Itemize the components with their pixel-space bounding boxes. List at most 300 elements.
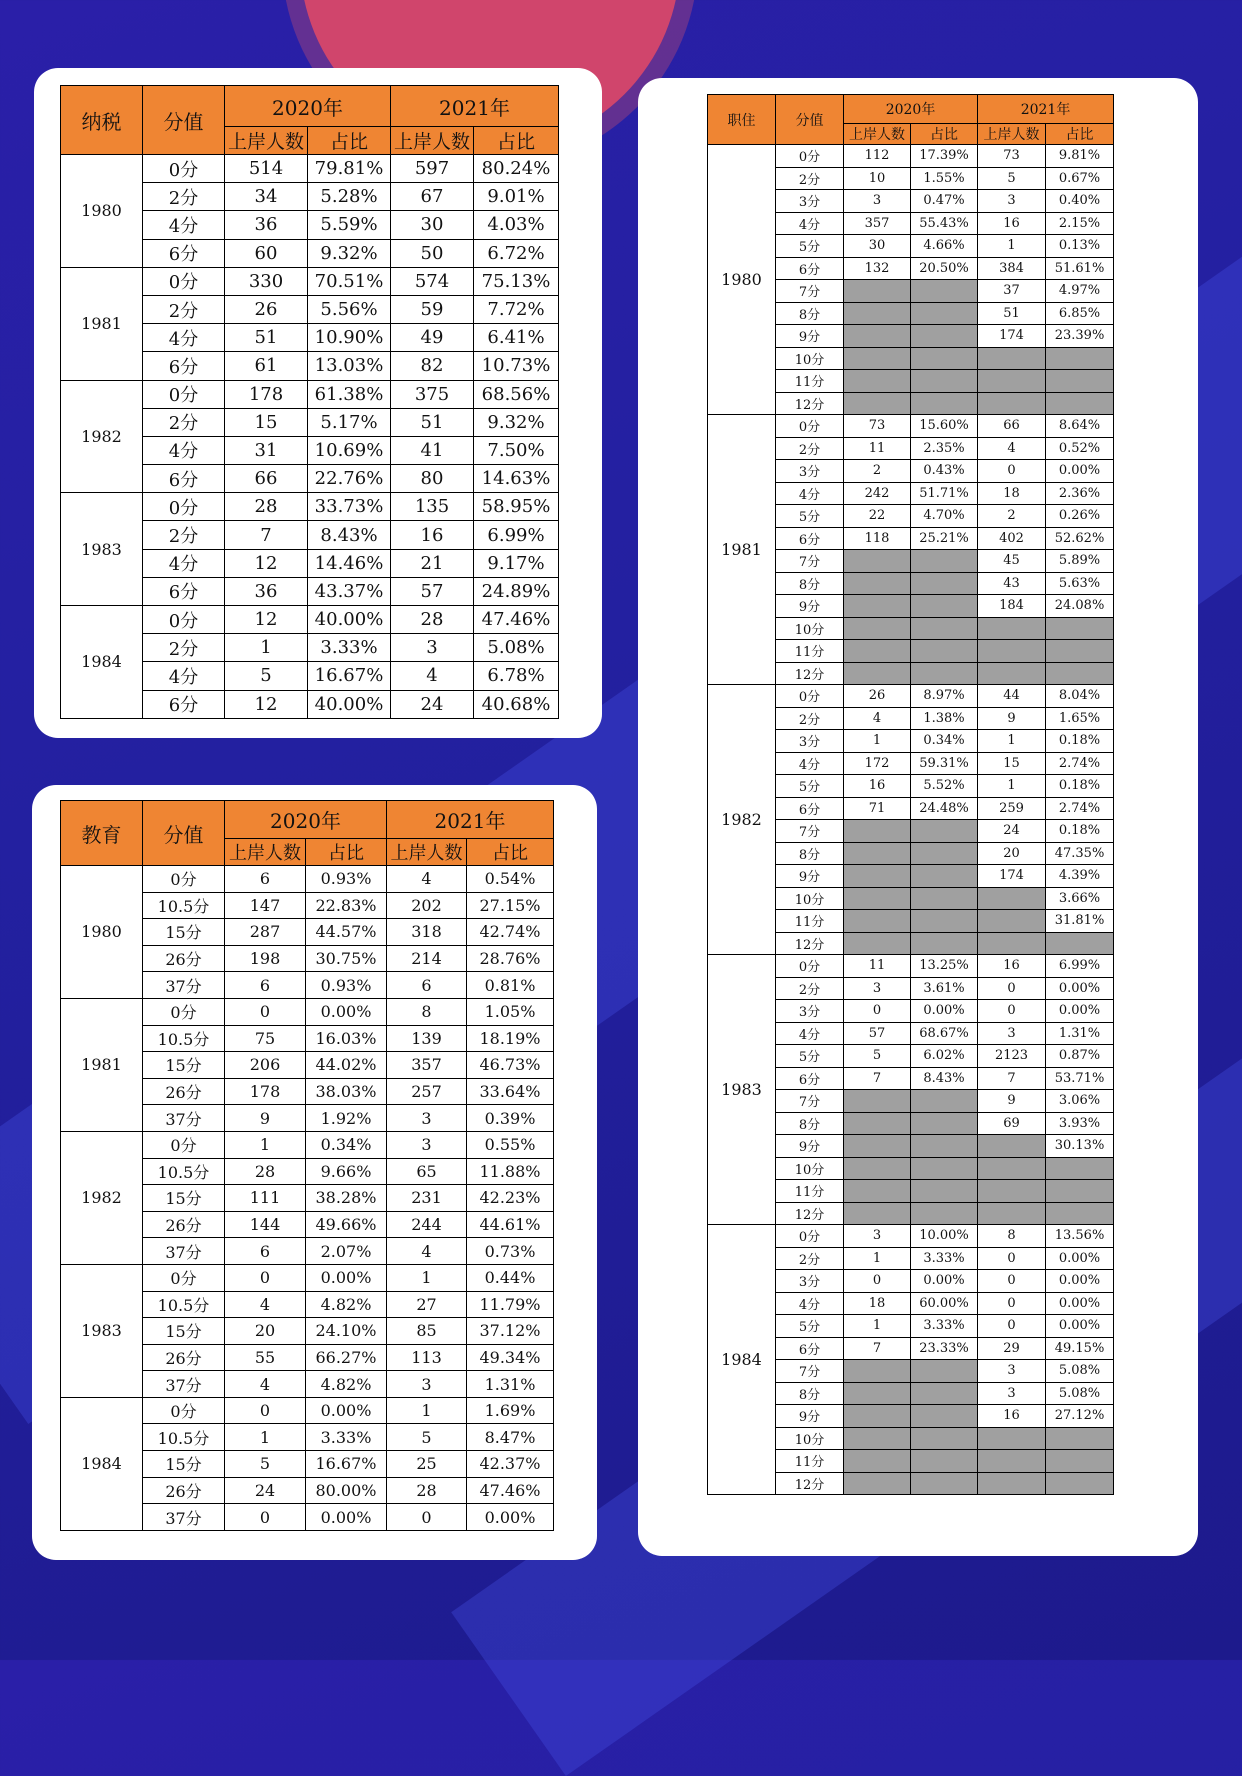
ratio-2021-cell: 44.61% [467,1211,554,1238]
score-cell: 3分 [776,1270,844,1293]
score-cell: 37分 [143,1504,225,1531]
score-cell: 10.5分 [143,1025,225,1052]
count-2021-cell: 259 [978,797,1046,820]
job-residence-score-table [707,94,1114,1495]
count-2021-cell: 59 [391,295,474,323]
score-cell: 2分 [143,408,225,436]
score-cell: 2分 [776,167,844,190]
ratio-2021-cell: 75.13% [474,267,559,295]
ratio-2020-cell [911,1202,978,1225]
count-2020-cell [844,1202,911,1225]
ratio-2021-cell: 27.12% [1046,1405,1114,1428]
ratio-2021-cell: 47.46% [474,606,559,634]
header-ratio-2020: 占比 [308,127,391,155]
ratio-2020-cell: 23.33% [911,1337,978,1360]
ratio-2020-cell [911,662,978,685]
score-cell: 8分 [776,572,844,595]
count-2021-cell: 80 [391,465,474,493]
ratio-2020-cell [911,595,978,618]
count-2020-cell [844,1090,911,1113]
count-2020-cell: 0 [844,1270,911,1293]
ratio-2021-cell: 37.12% [467,1318,554,1345]
count-2020-cell: 1 [225,1131,306,1158]
ratio-2020-cell [911,280,978,303]
count-2020-cell: 18 [844,1292,911,1315]
score-cell: 2分 [776,437,844,460]
count-2021-cell: 0 [978,460,1046,483]
score-cell: 4分 [776,752,844,775]
score-cell: 0分 [143,1397,225,1424]
ratio-2021-cell: 49.34% [467,1344,554,1371]
count-2021-cell: 113 [387,1344,467,1371]
score-cell: 2分 [143,521,225,549]
ratio-2020-cell: 10.00% [911,1225,978,1248]
count-2020-cell [844,1427,911,1450]
ratio-2021-cell [1046,1450,1114,1473]
count-2021-cell: 3 [978,1022,1046,1045]
ratio-2021-cell: 0.39% [467,1105,554,1132]
table-row [61,606,559,634]
score-cell: 4分 [143,549,225,577]
count-2020-cell [844,280,911,303]
ratio-2021-cell: 3.93% [1046,1112,1114,1135]
ratio-2020-cell [911,392,978,415]
ratio-2021-cell: 42.74% [467,919,554,946]
ratio-2020-cell: 8.97% [911,685,978,708]
ratio-2020-cell: 40.00% [308,606,391,634]
count-2021-cell: 244 [387,1211,467,1238]
count-2021-cell [978,370,1046,393]
count-2020-cell: 3 [844,977,911,1000]
count-2020-cell: 26 [225,295,308,323]
count-2020-cell [844,1450,911,1473]
ratio-2020-cell: 15.60% [911,415,978,438]
count-2020-cell [844,347,911,370]
ratio-2021-cell: 23.39% [1046,325,1114,348]
count-2020-cell: 31 [225,436,308,464]
score-cell: 2分 [776,977,844,1000]
score-cell: 12分 [776,1472,844,1495]
count-2020-cell: 9 [225,1105,306,1132]
header-count-2020: 上岸人数 [225,127,308,155]
score-cell: 0分 [143,155,225,183]
ratio-2020-cell [911,887,978,910]
score-cell: 6分 [776,257,844,280]
score-cell: 0分 [776,1225,844,1248]
score-cell: 11分 [776,1180,844,1203]
count-2021-cell: 2123 [978,1045,1046,1068]
count-2021-cell: 57 [391,577,474,605]
ratio-2020-cell: 25.21% [911,527,978,550]
header-count-2021: 上岸人数 [387,839,467,866]
count-2021-cell: 73 [978,145,1046,168]
score-cell: 6分 [143,239,225,267]
score-cell: 26分 [143,1477,225,1504]
count-2021-cell [978,1472,1046,1495]
count-2021-cell: 21 [391,549,474,577]
score-cell: 10分 [776,1427,844,1450]
ratio-2020-cell [911,1112,978,1135]
count-2021-cell: 318 [387,919,467,946]
score-cell: 4分 [776,1292,844,1315]
count-2021-cell: 174 [978,865,1046,888]
count-2020-cell: 11 [844,437,911,460]
ratio-2021-cell: 13.56% [1046,1225,1114,1248]
ratio-2020-cell [911,1427,978,1450]
ratio-2020-cell [911,1157,978,1180]
count-2020-cell: 5 [225,1451,306,1478]
ratio-2020-cell: 13.03% [308,352,391,380]
ratio-2021-cell [1046,1202,1114,1225]
count-2021-cell: 51 [978,302,1046,325]
ratio-2020-cell: 13.25% [911,955,978,978]
count-2021-cell: 8 [978,1225,1046,1248]
ratio-2021-cell: 49.15% [1046,1337,1114,1360]
ratio-2020-cell [911,1382,978,1405]
score-cell: 11分 [776,370,844,393]
table-row [61,998,554,1025]
ratio-2021-cell: 3.66% [1046,887,1114,910]
score-cell: 5分 [776,1045,844,1068]
count-2020-cell: 26 [844,685,911,708]
ratio-2021-cell: 24.08% [1046,595,1114,618]
count-2021-cell: 174 [978,325,1046,348]
ratio-2021-cell: 47.46% [467,1477,554,1504]
table-row [61,866,554,893]
ratio-2021-cell: 9.17% [474,549,559,577]
ratio-2021-cell: 6.78% [474,662,559,690]
count-2020-cell [844,302,911,325]
count-2020-cell: 12 [225,606,308,634]
header-2021: 2021年 [978,95,1114,124]
count-2021-cell: 3 [978,1360,1046,1383]
count-2021-cell: 214 [387,945,467,972]
count-2020-cell: 172 [844,752,911,775]
count-2021-cell: 49 [391,324,474,352]
ratio-2020-cell: 9.66% [306,1158,387,1185]
score-cell: 7分 [776,820,844,843]
score-cell: 6分 [776,1337,844,1360]
count-2021-cell: 0 [978,977,1046,1000]
count-2021-cell: 25 [387,1451,467,1478]
ratio-2021-cell: 2.74% [1046,797,1114,820]
count-2020-cell [844,640,911,663]
ratio-2020-cell: 79.81% [308,155,391,183]
ratio-2020-cell: 5.56% [308,295,391,323]
score-cell: 10分 [776,1157,844,1180]
count-2021-cell [978,1427,1046,1450]
ratio-2021-cell: 51.61% [1046,257,1114,280]
ratio-2020-cell: 0.00% [306,1397,387,1424]
header-count-2020: 上岸人数 [844,124,911,145]
ratio-2021-cell: 3.06% [1046,1090,1114,1113]
ratio-2020-cell: 30.75% [306,945,387,972]
count-2021-cell: 3 [387,1105,467,1132]
count-2021-cell: 375 [391,380,474,408]
ratio-2020-cell: 33.73% [308,493,391,521]
count-2020-cell: 112 [844,145,911,168]
count-2020-cell [844,595,911,618]
count-2020-cell: 198 [225,945,306,972]
count-2021-cell: 257 [387,1078,467,1105]
count-2021-cell: 1 [387,1397,467,1424]
count-2020-cell [844,370,911,393]
count-2020-cell [844,550,911,573]
score-cell: 9分 [776,325,844,348]
ratio-2020-cell [911,617,978,640]
count-2020-cell: 36 [225,211,308,239]
count-2020-cell: 1 [225,1424,306,1451]
ratio-2021-cell [1046,1427,1114,1450]
ratio-2021-cell: 0.00% [1046,1292,1114,1315]
table-row [61,1264,554,1291]
count-2021-cell: 8 [387,998,467,1025]
score-cell: 0分 [776,955,844,978]
count-2021-cell: 3 [978,1382,1046,1405]
count-2021-cell: 384 [978,257,1046,280]
score-cell: 7分 [776,550,844,573]
score-cell: 0分 [143,1264,225,1291]
ratio-2021-cell: 0.00% [1046,1270,1114,1293]
count-2021-cell: 1 [978,775,1046,798]
ratio-2020-cell [911,1472,978,1495]
count-2020-cell [844,1360,911,1383]
count-2020-cell: 22 [844,505,911,528]
score-cell: 15分 [143,1318,225,1345]
ratio-2020-cell: 22.76% [308,465,391,493]
ratio-2021-cell: 7.50% [474,436,559,464]
count-2021-cell: 82 [391,352,474,380]
score-cell: 4分 [143,662,225,690]
ratio-2021-cell: 52.62% [1046,527,1114,550]
score-cell: 4分 [776,212,844,235]
ratio-2020-cell: 8.43% [308,521,391,549]
ratio-2021-cell: 0.55% [467,1131,554,1158]
year-cell: 1984 [61,606,143,719]
count-2021-cell: 29 [978,1337,1046,1360]
ratio-2021-cell: 42.23% [467,1185,554,1212]
ratio-2021-cell: 2.15% [1046,212,1114,235]
ratio-2020-cell [911,347,978,370]
count-2021-cell: 4 [391,662,474,690]
ratio-2020-cell: 1.92% [306,1105,387,1132]
count-2021-cell: 2 [978,505,1046,528]
ratio-2021-cell: 0.00% [1046,1247,1114,1270]
ratio-2020-cell: 4.70% [911,505,978,528]
count-2020-cell: 1 [844,1247,911,1270]
ratio-2021-cell: 0.00% [1046,1000,1114,1023]
score-cell: 26分 [143,1344,225,1371]
count-2020-cell: 7 [225,521,308,549]
count-2021-cell: 139 [387,1025,467,1052]
count-2021-cell: 50 [391,239,474,267]
table-row [61,155,559,183]
count-2020-cell: 66 [225,465,308,493]
ratio-2021-cell: 5.63% [1046,572,1114,595]
count-2020-cell: 6 [225,1238,306,1265]
ratio-2021-cell: 0.18% [1046,730,1114,753]
ratio-2020-cell: 51.71% [911,482,978,505]
count-2021-cell: 574 [391,267,474,295]
count-2021-cell: 1 [978,235,1046,258]
score-cell: 37分 [143,1371,225,1398]
count-2020-cell [844,932,911,955]
count-2021-cell: 4 [387,1238,467,1265]
ratio-2021-cell: 0.18% [1046,820,1114,843]
count-2021-cell: 0 [978,1247,1046,1270]
year-cell: 1983 [61,1264,143,1397]
count-2021-cell: 9 [978,1090,1046,1113]
ratio-2020-cell: 10.90% [308,324,391,352]
ratio-2020-cell: 8.43% [911,1067,978,1090]
ratio-2020-cell: 44.57% [306,919,387,946]
count-2020-cell [844,887,911,910]
score-cell: 5分 [776,775,844,798]
ratio-2021-cell: 0.26% [1046,505,1114,528]
ratio-2020-cell: 24.10% [306,1318,387,1345]
score-cell: 8分 [776,1382,844,1405]
table-row [708,415,1114,438]
ratio-2020-cell [911,932,978,955]
score-cell: 15分 [143,1451,225,1478]
ratio-2021-cell: 4.97% [1046,280,1114,303]
header-count-2021: 上岸人数 [391,127,474,155]
count-2021-cell: 0 [978,1315,1046,1338]
ratio-2020-cell [911,550,978,573]
score-cell: 6分 [143,577,225,605]
table-row [708,955,1114,978]
ratio-2020-cell [911,572,978,595]
table-row [708,685,1114,708]
ratio-2020-cell [911,1450,978,1473]
ratio-2020-cell [911,865,978,888]
count-2020-cell: 1 [844,1315,911,1338]
count-2020-cell: 61 [225,352,308,380]
score-cell: 37分 [143,1238,225,1265]
ratio-2021-cell: 14.63% [474,465,559,493]
ratio-2021-cell: 0.87% [1046,1045,1114,1068]
score-cell: 9分 [776,1135,844,1158]
ratio-2021-cell [1046,932,1114,955]
education-score-table [60,800,554,1531]
score-cell: 10分 [776,617,844,640]
count-2021-cell: 402 [978,527,1046,550]
count-2020-cell: 55 [225,1344,306,1371]
year-cell: 1980 [61,866,143,999]
ratio-2021-cell [1046,370,1114,393]
count-2021-cell: 4 [387,866,467,893]
count-2021-cell: 67 [391,183,474,211]
score-cell: 37分 [143,972,225,999]
count-2020-cell: 7 [844,1067,911,1090]
score-cell: 10.5分 [143,1158,225,1185]
ratio-2021-cell: 1.31% [467,1371,554,1398]
year-cell: 1982 [61,1131,143,1264]
score-cell: 0分 [776,145,844,168]
ratio-2021-cell: 0.73% [467,1238,554,1265]
count-2020-cell: 15 [225,408,308,436]
count-2021-cell: 24 [391,690,474,718]
count-2021-cell: 45 [978,550,1046,573]
ratio-2021-cell: 7.72% [474,295,559,323]
count-2020-cell [844,325,911,348]
header-ratio-2021: 占比 [1046,124,1114,145]
ratio-2020-cell: 3.33% [911,1315,978,1338]
count-2020-cell [844,1180,911,1203]
ratio-2021-cell: 47.35% [1046,842,1114,865]
score-cell: 3分 [776,190,844,213]
count-2020-cell: 1 [225,634,308,662]
ratio-2020-cell: 16.67% [308,662,391,690]
ratio-2020-cell [911,325,978,348]
count-2020-cell [844,392,911,415]
count-2020-cell: 12 [225,549,308,577]
ratio-2021-cell: 2.36% [1046,482,1114,505]
ratio-2021-cell: 0.40% [1046,190,1114,213]
score-cell: 4分 [143,324,225,352]
count-2020-cell [844,910,911,933]
count-2021-cell: 51 [391,408,474,436]
score-cell: 0分 [143,998,225,1025]
count-2020-cell: 11 [844,955,911,978]
count-2021-cell: 4 [978,437,1046,460]
score-cell: 9分 [776,1405,844,1428]
score-cell: 11分 [776,640,844,663]
count-2021-cell: 44 [978,685,1046,708]
count-2020-cell: 0 [225,1504,306,1531]
count-2021-cell [978,347,1046,370]
count-2020-cell: 178 [225,380,308,408]
header-score: 分值 [143,801,225,866]
header-score: 分值 [776,95,844,145]
ratio-2021-cell: 80.24% [474,155,559,183]
count-2021-cell [978,1157,1046,1180]
count-2020-cell [844,1472,911,1495]
ratio-2020-cell: 0.93% [306,866,387,893]
year-cell: 1983 [708,955,776,1225]
ratio-2020-cell [911,820,978,843]
count-2020-cell: 7 [844,1337,911,1360]
count-2021-cell: 9 [978,707,1046,730]
count-2021-cell: 0 [978,1292,1046,1315]
score-cell: 12分 [776,1202,844,1225]
ratio-2021-cell [1046,617,1114,640]
count-2020-cell: 514 [225,155,308,183]
score-cell: 15分 [143,1052,225,1079]
count-2020-cell: 357 [844,212,911,235]
ratio-2021-cell: 6.99% [1046,955,1114,978]
count-2021-cell: 7 [978,1067,1046,1090]
count-2021-cell: 0 [978,1000,1046,1023]
count-2020-cell [844,662,911,685]
ratio-2020-cell: 0.00% [911,1270,978,1293]
ratio-2021-cell: 58.95% [474,493,559,521]
score-cell: 5分 [776,1315,844,1338]
table-row [708,1225,1114,1248]
count-2021-cell: 1 [978,730,1046,753]
ratio-2021-cell: 0.18% [1046,775,1114,798]
count-2021-cell: 3 [387,1131,467,1158]
count-2020-cell: 10 [844,167,911,190]
ratio-2020-cell: 24.48% [911,797,978,820]
ratio-2020-cell: 16.03% [306,1025,387,1052]
count-2020-cell: 147 [225,892,306,919]
count-2020-cell: 57 [844,1022,911,1045]
count-2020-cell [844,820,911,843]
ratio-2020-cell: 1.55% [911,167,978,190]
count-2021-cell: 5 [978,167,1046,190]
count-2020-cell: 20 [225,1318,306,1345]
